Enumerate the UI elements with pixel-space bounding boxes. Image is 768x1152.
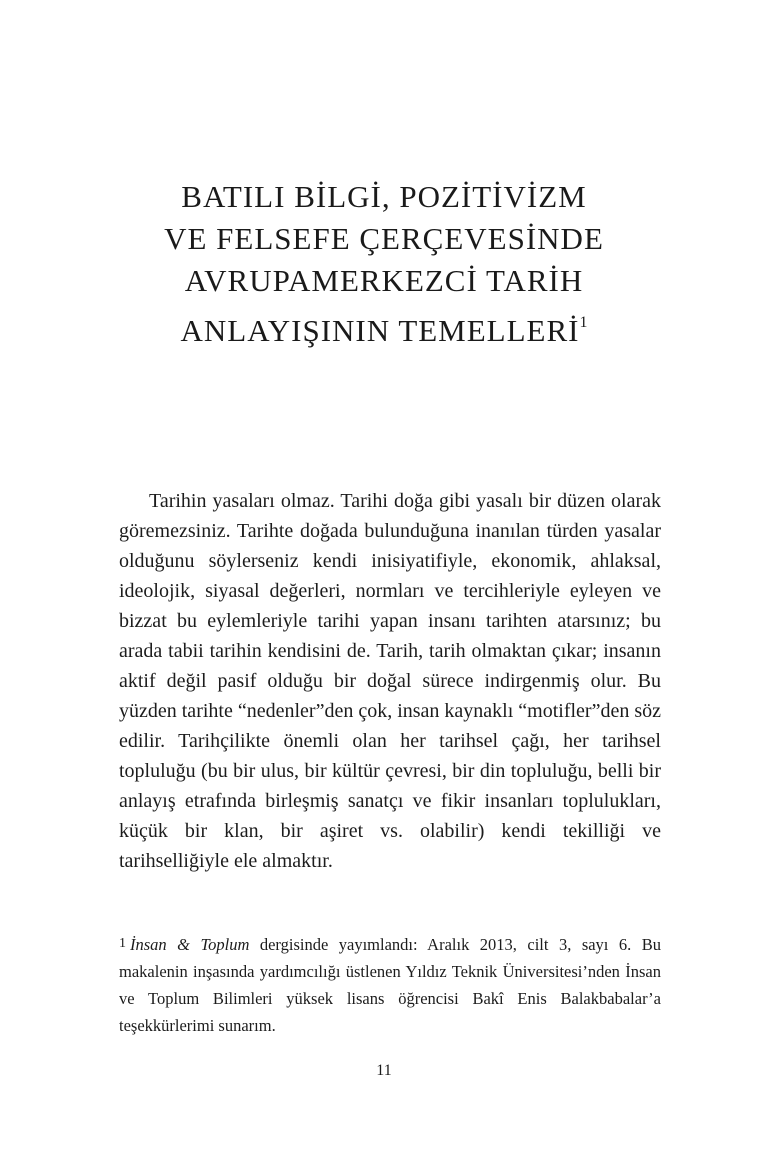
- footnote-marker: 1: [119, 936, 126, 951]
- chapter-title-line-4-text: ANLAYIŞININ TEMELLERİ: [180, 313, 580, 348]
- chapter-title-line-2: VE FELSEFE ÇERÇEVESİNDE: [164, 221, 604, 256]
- chapter-title-line-3: AVRUPAMERKEZCİ TARİH: [184, 263, 584, 298]
- footnote-journal-name: İnsan & Toplum: [130, 935, 250, 954]
- footnote-text: dergisinde yayımlandı: Aralık 2013, cilt 3, sayı 6. Bu makalenin inşasında yardımcılığı üstlenen Yıldız Teknik Üniversitesi’nden İnsan ve Toplum Bilimleri yüksek lisans öğrencisi Bakî Enis Balakbabalar’a teşekkürlerimi sunarım.: [119, 935, 661, 1035]
- footnote-reference[interactable]: 1: [579, 314, 588, 331]
- footnote: [119, 930, 661, 1039]
- chapter-title: [100, 176, 668, 352]
- chapter-title-line-1: BATILI BİLGİ, POZİTİVİZM: [181, 179, 587, 214]
- page-number: 11: [376, 1062, 392, 1079]
- body-paragraph: Tarihin yasaları olmaz. Tarihi doğa gibi yasalı bir düzen olarak göremezsiniz. Tarihte doğada bulunduğuna inanılan türden yasalar olduğunu söylerseniz kendi inisiyatifiyle, ekonomik, ahlaksal, ideolojik, siyasal değerleri, normları ve tercihleriyle eyleyen ve bizzat bu eylemleriyle tarihi yapan insanı tarihten atarsınız; bu arada tabii tarihin kendisini de. Tarih, tarih olmaktan çıkar; insanın aktif değil pasif olduğu bir doğal sürece indirgenmiş olur. Bu yüzden tarihte “nedenler”den çok, insan kaynaklı “motifler”den söz edilir. Tarihçilikte önemli olan her tarihsel çağı, her tarihsel topluluğu (bu bir ulus, bir kültür çevresi, bir din topluluğu, belli bir anlayış etrafında birleşmiş sanatçı ve fikir insanları toplulukları, küçük bir klan, bir aşiret vs. olabilir) kendi tekilliği ve tarihselliğiyle ele almaktır.: [119, 490, 661, 872]
- chapter-title-line-4: [100, 302, 668, 352]
